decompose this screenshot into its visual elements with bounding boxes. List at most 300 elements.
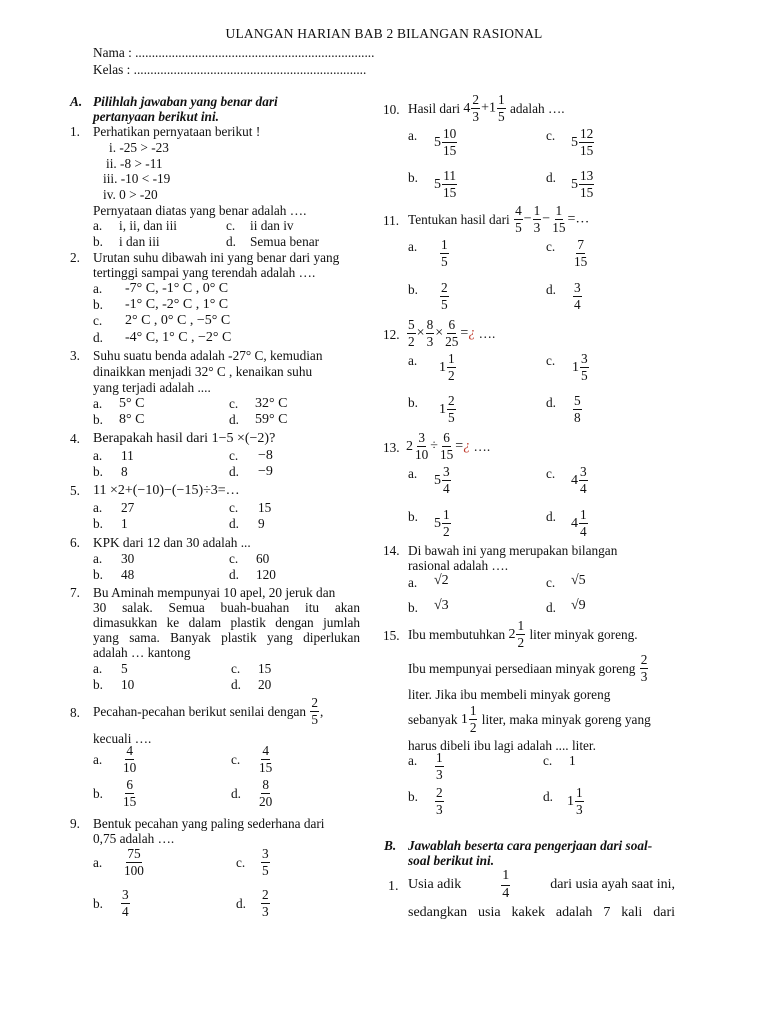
numerator: 1 — [448, 351, 455, 366]
option-a-letter[interactable]: a. — [408, 575, 418, 590]
question-number: 14. — [383, 543, 400, 558]
numerator: 5 — [574, 393, 581, 408]
numerator: 1 — [517, 618, 525, 633]
numerator: 1 — [436, 750, 443, 765]
question-text — [93, 696, 323, 727]
denominator: 15 — [580, 142, 594, 158]
numerator: 8 — [262, 777, 269, 792]
question-number: 6. — [70, 535, 80, 550]
option-d-text[interactable]: 9 — [258, 516, 265, 531]
option-b-letter[interactable]: b. — [93, 516, 103, 531]
option-c-text[interactable]: 2° C , 0° C , −5° C — [125, 313, 231, 328]
operator: × — [435, 325, 444, 341]
numerator: 3 — [580, 464, 587, 479]
question-text-lead: sebanyak — [408, 711, 458, 727]
denominator: 4 — [122, 903, 129, 919]
question-text — [408, 93, 565, 124]
option-d-letter[interactable]: d. — [546, 395, 556, 410]
section-b-heading-2: soal berikut ini. — [408, 853, 495, 868]
option-c-text[interactable]: 32° C — [255, 396, 288, 411]
question-text-tail: liter, maka minyak goreng yang — [481, 711, 651, 727]
option-c-text[interactable]: √5 — [571, 573, 586, 588]
option-d-letter[interactable]: d. — [231, 677, 241, 692]
numerator: 2 — [262, 887, 269, 902]
option-a-letter[interactable]: a. — [93, 281, 103, 296]
option-d-text[interactable]: √9 — [571, 598, 586, 613]
denominator: 5 — [441, 296, 448, 312]
denominator: 15 — [580, 184, 594, 200]
question-number: 8. — [70, 705, 80, 720]
option-c-letter[interactable]: c. — [543, 753, 553, 768]
numerator: 1 — [555, 203, 563, 218]
question-prompt: Pernyataan diatas yang benar adalah …. — [93, 203, 307, 218]
denominator: 15 — [443, 184, 457, 200]
question-number: 10. — [383, 102, 400, 117]
denominator: 3 — [436, 766, 443, 782]
option-c-letter[interactable]: c. — [231, 752, 241, 767]
denominator: 5 — [262, 862, 269, 878]
option-a-text[interactable]: √2 — [434, 573, 449, 588]
option-a-fraction[interactable] — [439, 238, 450, 269]
option-b-mixed[interactable] — [434, 169, 458, 200]
question-number: 9. — [70, 816, 80, 831]
numerator: 7 — [577, 237, 584, 252]
option-c-text[interactable]: −8 — [258, 448, 273, 463]
option-d-text[interactable]: 120 — [256, 567, 276, 582]
denominator: 3 — [472, 108, 480, 124]
question-text — [408, 619, 638, 650]
equals: = — [455, 438, 464, 454]
question-text-2: kecuali …. — [93, 731, 152, 746]
denominator: 2 — [517, 634, 525, 650]
statement-2: ii. -8 > -11 — [106, 156, 163, 171]
question-text: Berapakah hasil dari 1−5 ×(−2)? — [93, 431, 276, 446]
option-b-letter[interactable]: b. — [93, 786, 103, 801]
numerator: 1 — [533, 203, 541, 218]
question-text — [406, 318, 495, 349]
option-a-letter[interactable]: a. — [408, 466, 418, 481]
whole: 2 — [508, 626, 516, 642]
question-text-lead: Pecahan-pecahan berikut senilai dengan — [93, 703, 307, 719]
whole: 5 — [434, 134, 441, 150]
whole: 5 — [571, 134, 578, 150]
option-a-letter[interactable]: a. — [93, 551, 103, 566]
inverted-question-mark: ¿ — [463, 438, 471, 454]
denominator: 5 — [311, 711, 319, 727]
question-text-2: dinaikkan menjadi 32° C , kenaikan suhu — [93, 364, 313, 379]
option-c-letter[interactable]: c. — [229, 396, 239, 411]
option-b-text[interactable]: 48 — [121, 567, 135, 582]
option-d-letter[interactable]: d. — [236, 896, 246, 911]
option-d-letter[interactable]: d. — [543, 789, 553, 804]
question-number: 4. — [70, 431, 80, 446]
numerator: 11 — [443, 168, 457, 183]
option-b-fraction[interactable] — [121, 778, 138, 809]
denominator: 15 — [574, 253, 588, 269]
question-text-3: dimasukkan ke dalam plastik dengan jumlah — [93, 615, 360, 630]
option-d-fraction[interactable] — [257, 778, 274, 809]
option-b-text[interactable]: 8° C — [119, 412, 145, 427]
denominator: 3 — [426, 333, 434, 349]
question-number: 15. — [383, 628, 400, 643]
option-a-letter[interactable]: a. — [408, 753, 418, 768]
option-d-fraction[interactable] — [260, 888, 271, 919]
whole: 5 — [571, 176, 578, 192]
option-b-text[interactable]: 1 — [121, 516, 128, 531]
option-b-letter[interactable]: b. — [408, 600, 418, 615]
option-d-text[interactable]: 59° C — [255, 412, 288, 427]
option-a-letter[interactable]: a. — [93, 218, 103, 233]
ellipsis: …. — [473, 438, 491, 454]
question-text-5: harus dibeli ibu lagi adalah .... liter. — [408, 738, 596, 753]
inverted-question-mark: ¿ — [468, 325, 476, 341]
section-a-marker: A. — [70, 94, 83, 109]
whole: 5 — [434, 515, 441, 531]
option-b-fraction[interactable] — [120, 888, 131, 919]
operator: − — [523, 211, 532, 227]
whole: 1 — [567, 793, 574, 809]
option-c-letter[interactable]: c. — [226, 218, 236, 233]
option-c-letter[interactable]: c. — [93, 313, 103, 328]
section-b-heading: Jawablah beserta cara pengerjaan dari soal- — [408, 838, 653, 853]
option-c-text[interactable]: 15 — [258, 661, 272, 676]
option-a-letter[interactable]: a. — [93, 855, 103, 870]
denominator: 4 — [574, 296, 581, 312]
option-c-letter[interactable]: c. — [236, 855, 246, 870]
operator: × — [416, 325, 425, 341]
section-a-heading: Pilihlah jawaban yang benar dari — [93, 94, 278, 109]
question-number: 5. — [70, 483, 80, 498]
option-a-text[interactable]: 11 — [121, 448, 134, 463]
denominator: 15 — [123, 793, 137, 809]
option-b-letter[interactable]: b. — [93, 412, 103, 427]
question-text-2: rasional adalah …. — [408, 558, 509, 573]
numerator: 1 — [576, 785, 583, 800]
numerator: 75 — [127, 846, 141, 861]
option-c-letter[interactable]: c. — [229, 551, 239, 566]
whole: 4 — [463, 100, 471, 116]
question-text-tail: dari usia ayah saat ini, — [550, 877, 675, 893]
denominator: 10 — [415, 446, 429, 462]
class-field[interactable]: Kelas : ...................................................................... — [93, 62, 367, 77]
numerator: 1 — [469, 703, 477, 718]
question-text-lead: Tentukan hasil dari — [408, 211, 510, 227]
option-a-fraction[interactable] — [434, 751, 445, 782]
option-d-letter[interactable]: d. — [229, 516, 239, 531]
option-b-text[interactable]: -1° C, -2° C , 1° C — [125, 297, 229, 312]
whole: 1 — [460, 711, 468, 727]
denominator: 15 — [439, 446, 454, 462]
numerator: 3 — [581, 351, 588, 366]
question-text — [408, 869, 675, 901]
option-b-mixed[interactable] — [434, 508, 452, 539]
denominator: 25 — [445, 333, 459, 349]
question-text-3: yang terjadi adalah .... — [93, 380, 211, 395]
whole: 4 — [571, 515, 578, 531]
numerator: 6 — [448, 317, 456, 332]
whole: 5 — [434, 472, 441, 488]
option-d-letter[interactable]: d. — [546, 600, 556, 615]
option-d-letter[interactable]: d. — [231, 786, 241, 801]
equals: =… — [567, 211, 590, 227]
question-number: 3. — [70, 348, 80, 363]
numerator: 12 — [580, 126, 594, 141]
option-d-text[interactable]: Semua benar — [250, 234, 320, 249]
option-d-letter[interactable]: d. — [93, 330, 103, 345]
option-b-letter[interactable]: b. — [408, 282, 418, 297]
question-text: Bu Aminah mempunyai 10 apel, 20 jeruk dan — [93, 585, 336, 600]
denominator: 2 — [448, 367, 455, 383]
equals: = — [460, 325, 469, 341]
numerator: 3 — [262, 846, 269, 861]
option-b-letter[interactable]: b. — [408, 509, 418, 524]
denominator: 8 — [574, 409, 581, 425]
question-text-3: liter. Jika ibu membeli minyak goreng — [408, 687, 611, 702]
option-c-letter[interactable]: c. — [229, 500, 239, 515]
option-b-letter[interactable]: b. — [93, 234, 103, 249]
question-text: Di bawah ini yang merupakan bilangan — [408, 543, 618, 558]
option-a-letter[interactable]: a. — [408, 128, 418, 143]
denominator: 10 — [123, 759, 137, 775]
question-number: 11. — [383, 213, 400, 228]
option-d-letter[interactable]: d. — [229, 464, 239, 479]
option-d-fraction[interactable] — [572, 281, 583, 312]
option-d-mixed[interactable] — [571, 169, 595, 200]
denominator: 2 — [408, 333, 415, 349]
numerator: 2 — [448, 393, 455, 408]
whole: 1 — [439, 359, 446, 375]
option-c-mixed[interactable] — [572, 352, 590, 383]
whole: 4 — [571, 472, 578, 488]
option-a-fraction[interactable] — [121, 744, 138, 775]
option-c-mixed[interactable] — [571, 465, 589, 496]
option-c-letter[interactable]: c. — [229, 448, 239, 463]
option-d-letter[interactable]: d. — [546, 170, 556, 185]
option-b-letter[interactable]: b. — [408, 789, 418, 804]
option-c-text[interactable]: 15 — [258, 500, 272, 515]
option-a-text[interactable]: -7° C, -1° C , 0° C — [125, 281, 229, 296]
option-b-fraction[interactable] — [434, 786, 445, 817]
denominator: 4 — [502, 885, 510, 901]
option-a-mixed[interactable] — [434, 127, 458, 158]
question-text: Suhu suatu benda adalah -27° C, kemudian — [93, 348, 323, 363]
denominator: 4 — [443, 480, 450, 496]
numerator: 6 — [126, 777, 133, 792]
denominator: 5 — [497, 108, 505, 124]
denominator: 4 — [580, 480, 587, 496]
whole: 1 — [439, 401, 446, 417]
question-text-4: yang sama. Banyak plastik yang diperlukan — [93, 630, 360, 645]
option-b-letter[interactable]: b. — [93, 464, 103, 479]
option-a-text[interactable]: 5° C — [119, 396, 145, 411]
option-c-letter[interactable]: c. — [546, 466, 556, 481]
page-title: ULANGAN HARIAN BAB 2 BILANGAN RASIONAL — [225, 26, 543, 41]
denominator: 4 — [580, 523, 587, 539]
numerator: 8 — [426, 317, 434, 332]
denominator: 15 — [443, 142, 457, 158]
statement-4: iv. 0 > -20 — [103, 187, 158, 202]
question-number: 1. — [388, 879, 399, 894]
operator: ÷ — [430, 438, 438, 454]
option-a-letter[interactable]: a. — [93, 448, 103, 463]
option-b-mixed[interactable] — [439, 394, 457, 425]
numerator: 1 — [443, 507, 450, 522]
option-d-letter[interactable]: d. — [226, 234, 236, 249]
option-a-text[interactable]: i, ii, dan iii — [119, 218, 177, 233]
operator: +1 — [481, 100, 496, 116]
option-c-letter[interactable]: c. — [546, 128, 556, 143]
question-number: 12. — [383, 327, 400, 342]
numerator: 6 — [443, 430, 450, 445]
numerator: 4 — [515, 203, 522, 218]
option-a-letter[interactable]: a. — [408, 353, 418, 368]
denominator: 3 — [533, 219, 541, 235]
option-b-text[interactable]: 10 — [121, 677, 135, 692]
question-text-lead: Ibu mempunyai persediaan minyak goreng — [408, 660, 636, 676]
numerator: 1 — [580, 507, 587, 522]
numerator: 13 — [580, 168, 594, 183]
question-text: KPK dari 12 dan 30 adalah ... — [93, 535, 251, 550]
denominator: 5 — [448, 409, 455, 425]
ellipsis: …. — [478, 325, 496, 341]
option-c-mixed[interactable] — [571, 127, 595, 158]
fraction — [310, 696, 319, 727]
question-text-2: 0,75 adalah …. — [93, 831, 175, 846]
whole: 2 — [406, 438, 413, 454]
option-c-letter[interactable]: c. — [546, 575, 556, 590]
numerator: 2 — [640, 652, 648, 667]
denominator: 3 — [640, 668, 648, 684]
whole: 5 — [434, 176, 441, 192]
option-d-mixed[interactable] — [567, 786, 585, 817]
option-a-letter[interactable]: a. — [93, 661, 103, 676]
option-c-text[interactable]: ii dan iv — [250, 218, 294, 233]
option-c-text[interactable]: 60 — [256, 551, 270, 566]
option-d-letter[interactable]: d. — [546, 282, 556, 297]
option-b-text[interactable]: √3 — [434, 598, 449, 613]
numerator: 10 — [443, 126, 457, 141]
option-a-text[interactable]: 27 — [121, 500, 135, 515]
name-field[interactable]: Nama : ........................................................................ — [93, 45, 375, 60]
question-text-2: 30 salak. Semua buah-buahan itu akan — [93, 600, 360, 615]
option-a-text[interactable]: 5 — [121, 661, 128, 676]
numerator: 2 — [311, 695, 319, 710]
option-c-letter[interactable]: c. — [546, 353, 556, 368]
numerator: 1 — [501, 869, 510, 886]
section-b-marker: B. — [384, 838, 397, 853]
option-c-text[interactable]: 1 — [569, 753, 576, 768]
question-text-2 — [408, 653, 649, 684]
option-b-letter[interactable]: b. — [93, 677, 103, 692]
denominator: 100 — [124, 862, 144, 878]
question-text: Urutan suhu dibawah ini yang benar dari yang — [93, 250, 340, 265]
question-number: 2. — [70, 250, 80, 265]
option-a-mixed[interactable] — [439, 352, 457, 383]
statement-3: iii. -10 < -19 — [103, 171, 171, 186]
denominator: 3 — [262, 903, 269, 919]
operator: − — [542, 211, 551, 227]
denominator: 5 — [441, 253, 448, 269]
question-number: 7. — [70, 585, 80, 600]
option-a-mixed[interactable] — [434, 465, 452, 496]
question-text — [408, 204, 589, 235]
option-b-letter[interactable]: b. — [408, 170, 418, 185]
option-c-letter[interactable]: c. — [546, 239, 556, 254]
question-text: 11 ×2+(−10)−(−15)÷3=… — [93, 483, 240, 498]
option-b-letter[interactable]: b. — [93, 567, 103, 582]
option-d-letter[interactable]: d. — [546, 509, 556, 524]
numerator: 5 — [408, 317, 415, 332]
question-text-tail: liter minyak goreng. — [529, 626, 638, 642]
option-d-letter[interactable]: d. — [229, 567, 239, 582]
question-text: Bentuk pecahan yang paling sederhana dari — [93, 816, 325, 831]
option-d-mixed[interactable] — [571, 508, 589, 539]
numerator: 3 — [574, 280, 581, 295]
whole: 1 — [572, 359, 579, 375]
question-number: 13. — [383, 440, 400, 455]
option-b-text[interactable]: i dan iii — [119, 234, 160, 249]
numerator: 1 — [497, 92, 505, 107]
denominator: 2 — [469, 719, 477, 735]
option-b-text[interactable]: 8 — [121, 464, 128, 479]
denominator: 15 — [552, 219, 566, 235]
denominator: 20 — [259, 793, 273, 809]
statement-1: i. -25 > -23 — [109, 140, 169, 155]
option-d-text[interactable]: -4° C, 1° C , −2° C — [125, 330, 232, 345]
option-a-letter[interactable]: a. — [93, 396, 103, 411]
option-d-text[interactable]: −9 — [258, 464, 273, 479]
numerator: 2 — [441, 280, 448, 295]
question-text-2: tertinggi sampai yang terendah adalah …. — [93, 265, 316, 280]
numerator: 2 — [436, 785, 443, 800]
denominator: 15 — [259, 759, 273, 775]
option-a-text[interactable]: 30 — [121, 551, 135, 566]
section-a-heading-2: pertanyaan berikut ini. — [93, 109, 219, 124]
denominator: 3 — [436, 801, 443, 817]
option-a-letter[interactable]: a. — [408, 239, 418, 254]
denominator: 5 — [515, 219, 522, 235]
option-c-fraction[interactable] — [257, 744, 274, 775]
option-a-fraction[interactable] — [122, 847, 146, 878]
question-text-4 — [408, 704, 651, 735]
option-b-fraction[interactable] — [439, 281, 450, 312]
numerator: 3 — [418, 430, 425, 445]
option-b-letter[interactable]: b. — [408, 395, 418, 410]
option-c-letter[interactable]: c. — [231, 661, 241, 676]
numerator: 2 — [472, 92, 480, 107]
numerator: 1 — [441, 237, 448, 252]
option-d-fraction[interactable] — [572, 394, 583, 425]
question-number: 1. — [70, 124, 80, 139]
question-text-2: sedangkan usia kakek adalah 7 kali dari — [408, 905, 675, 920]
option-b-letter[interactable]: b. — [93, 297, 103, 312]
numerator: 3 — [122, 887, 129, 902]
option-c-fraction[interactable] — [260, 847, 271, 878]
punctuation: , — [320, 703, 324, 719]
question-text-5: adalah … kantong — [93, 645, 191, 660]
option-d-letter[interactable]: d. — [229, 412, 239, 427]
option-a-letter[interactable]: a. — [93, 500, 103, 515]
option-c-fraction[interactable] — [572, 238, 589, 269]
denominator: 5 — [581, 367, 588, 383]
question-text-tail: adalah …. — [509, 100, 565, 116]
question-text — [406, 431, 490, 462]
option-d-text[interactable]: 20 — [258, 677, 272, 692]
numerator: 4 — [262, 743, 269, 758]
option-a-letter[interactable]: a. — [93, 752, 103, 767]
option-b-letter[interactable]: b. — [93, 896, 103, 911]
numerator: 3 — [443, 464, 450, 479]
